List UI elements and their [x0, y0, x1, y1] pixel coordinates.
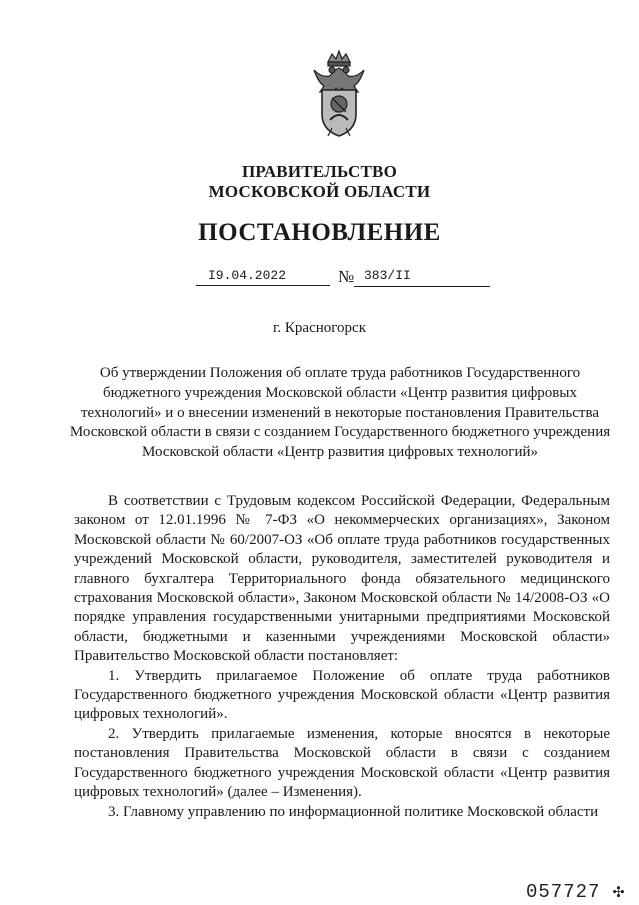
government-title-line2: МОСКОВСКОЙ ОБЛАСТИ [208, 182, 431, 201]
item-3-paragraph: 3. Главному управлению по информационной политике Московской области [108, 803, 599, 820]
item-2-paragraph: 2. Утвердить прилагаемые изменения, которые вносятся в некоторые постановления Правительства Московской области в связи с созданием Государственного бюджетного учреждения Московской области «Центр развития цифровых технологий» (далее – Изменения). [74, 725, 610, 801]
number-sign: № [338, 267, 355, 286]
document-subject: Об утверждении Положения об оплате труда работников Государственного бюджетного учреждения Московской области «Центр развития цифровых технологий» и о внесении изменений в некоторые постановления Правительства Московской области в связи с созданием Государственного бюджетного учреждения Московской области «Центр развития цифровых технологий» [69, 365, 611, 461]
serial-number: 057727 ✣ [526, 881, 626, 903]
city-line: г. Красногорск [272, 320, 367, 336]
document-body [74, 492, 610, 822]
number-value: 383/II [364, 268, 411, 283]
date-value: I9.04.2022 [208, 268, 287, 283]
date-field [196, 266, 330, 286]
preamble-paragraph: В соответствии с Трудовым кодексом Российской Федерации, Федеральным законом от 12.01.1996 № 7-ФЗ «О некоммерческих организациях», Законом Московской области № 60/2007-ОЗ «Об оплате труда работников государственных учреждений Московской области, руководителя, заместителей руководителя и главного бухгалтера Территориального фонда обязательного медицинского страхования Московской области», Законом Московской области № 14/2008-ОЗ «О порядке управления государственными унитарными предприятиями Московской области, бюджетными и казенными учреждениями Московской области» Правительство Московской области постановляет: [74, 493, 610, 665]
moscow-oblast-coat-of-arms-icon [308, 48, 370, 140]
item-1-paragraph: 1. Утвердить прилагаемое Положение об оплате труда работников Государственного бюджетного учреждения Московской области «Центр развития цифровых технологий». [74, 667, 610, 723]
government-title [0, 162, 639, 202]
document-type-heading: ПОСТАНОВЛЕНИЕ [198, 219, 441, 246]
registration-row [0, 266, 639, 290]
government-title-line1: ПРАВИТЕЛЬСТВО [242, 162, 397, 181]
number-field [354, 266, 490, 287]
